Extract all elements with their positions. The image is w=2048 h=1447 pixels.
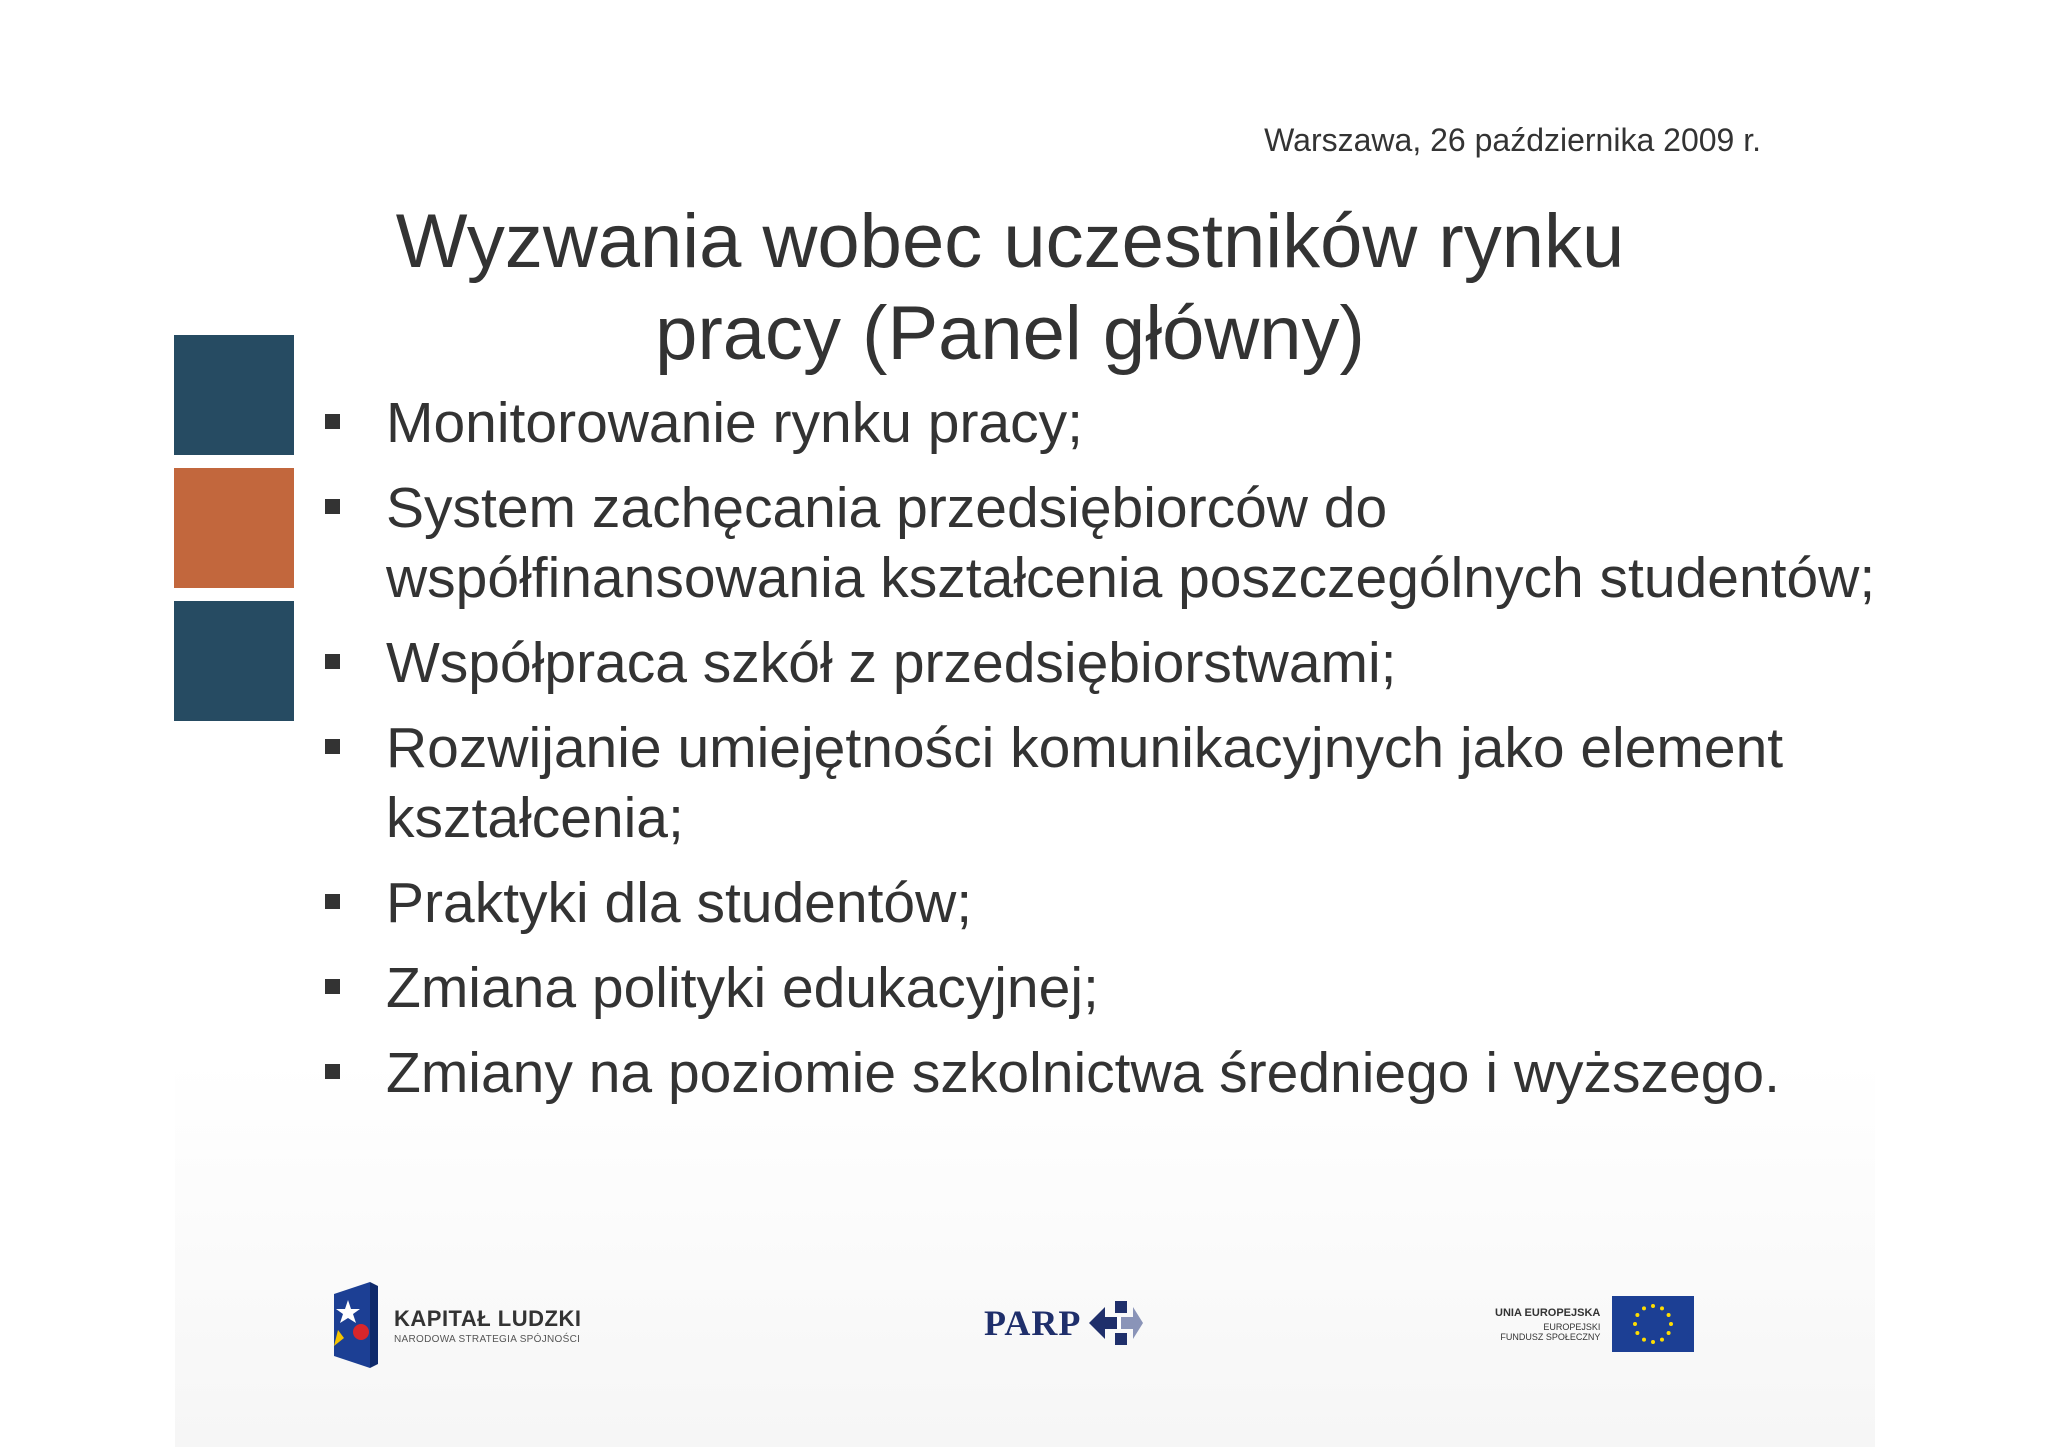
bullet-square-icon [325,414,340,429]
square-orange [174,468,294,588]
list-item [320,953,1880,1023]
eu-fund-line-1: EUROPEJSKI [1543,1321,1601,1332]
bullet-text: System zachęcania przedsiębiorców do współfinansowania kształcenia poszczególnych studentów; [386,476,1876,610]
parp-name: PARP [984,1303,1082,1343]
list-item [320,388,1880,458]
list-item [320,868,1880,938]
title-line-2: pracy (Panel główny) [655,291,1365,376]
bullet-text: Zmiana polityki edukacyjnej; [386,956,1099,1020]
list-item [320,628,1880,698]
bullet-text: Monitorowanie rynku pracy; [386,391,1083,455]
bullet-square-icon [325,979,340,994]
date-line: Warszawa, 26 października 2009 r. [1264,122,1761,158]
list-item [320,713,1880,853]
bullet-text: Zmiany na poziomie szkolnictwa średniego i wyższego. [386,1041,1780,1105]
eu-flag-icon [1612,1296,1694,1352]
bullet-square-icon [325,739,340,754]
square-blue-bottom [174,601,294,721]
bullet-square-icon [325,499,340,514]
parp-arrow-icon [1087,1295,1143,1351]
bullet-square-icon [325,894,340,909]
eu-logo [1495,1296,1694,1352]
kapital-ludzki-subtitle: NARODOWA STRATEGIA SPÓJNOŚCI [394,1333,581,1345]
bullet-text: Współpraca szkół z przedsiębiorstwami; [386,631,1397,695]
bullet-list [320,388,1880,1123]
list-item [320,473,1880,613]
bullet-text: Rozwijanie umiejętności komunikacyjnych jako element kształcenia; [386,716,1784,850]
title-line-1: Wyzwania wobec uczestników rynku [395,199,1625,284]
kapital-ludzki-logo [330,1280,581,1370]
parp-logo [984,1295,1143,1351]
list-item [320,1038,1880,1108]
bullet-text: Praktyki dla studentów; [386,871,973,935]
bullet-square-icon [325,1064,340,1079]
square-blue-top [174,335,294,455]
kapital-ludzki-name: KAPITAŁ LUDZKI [394,1305,582,1331]
eu-fund-line-2: FUNDUSZ SPOŁECZNY [1500,1331,1601,1342]
kapital-ludzki-flag-icon [330,1280,382,1370]
bullet-square-icon [325,654,340,669]
eu-union-name: UNIA EUROPEJSKA [1495,1306,1601,1319]
slide-title [300,196,1720,380]
decorative-squares [174,335,294,734]
